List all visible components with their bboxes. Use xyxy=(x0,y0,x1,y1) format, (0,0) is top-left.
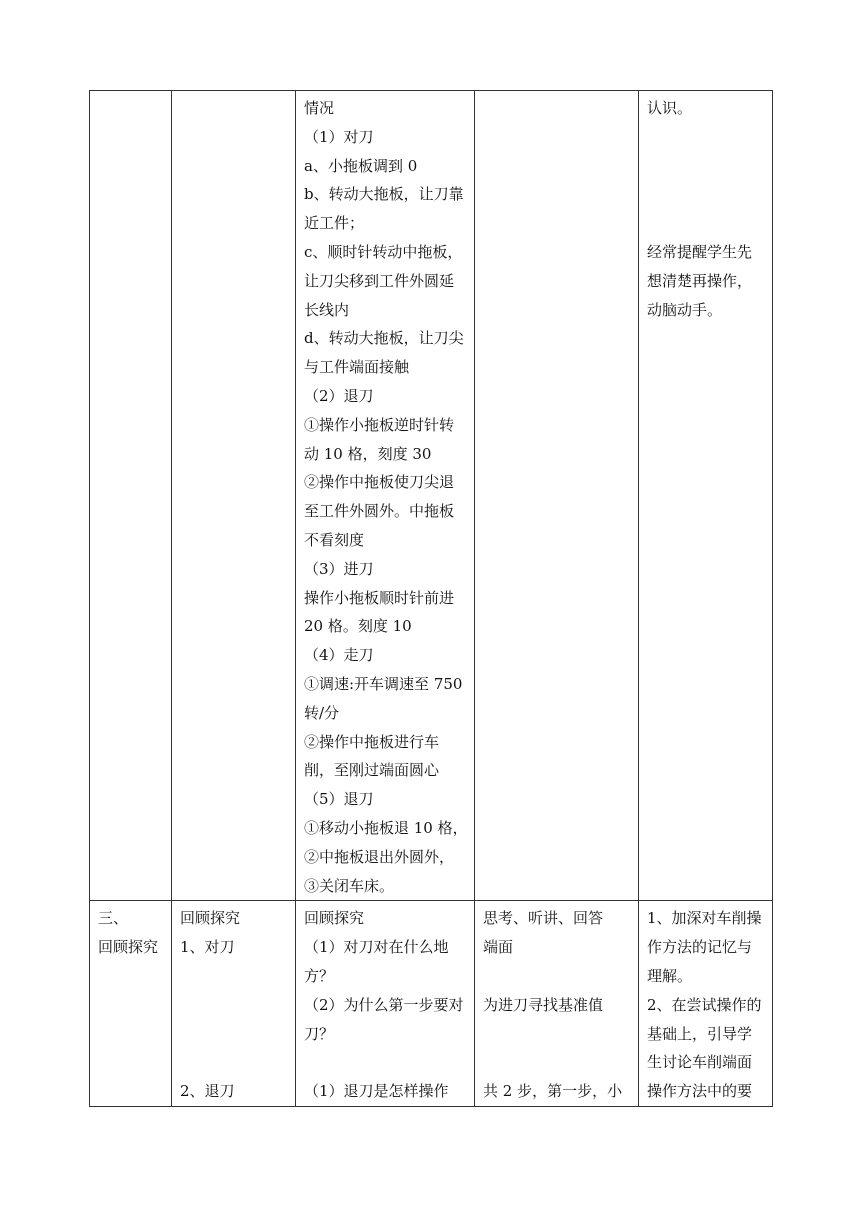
text-line: ①调速:开车调速至 750 xyxy=(304,674,463,693)
cell-content xyxy=(172,901,296,1107)
text-line: ③关闭车床。 xyxy=(304,876,395,895)
text-line: 至工件外圆外。中拖板 xyxy=(304,502,455,521)
text-line: 动脑动手。 xyxy=(647,300,723,319)
text-line: （1）对刀 xyxy=(304,127,374,146)
cell-student-activity xyxy=(475,91,639,901)
text-line: 想清楚再操作， xyxy=(647,271,753,290)
text-line: 方？ xyxy=(304,966,335,985)
text-line: （4）走刀 xyxy=(304,646,374,665)
cell-text-block xyxy=(647,904,766,1106)
text-line: a、小拖板调到 0 xyxy=(304,156,418,175)
cell-text-block xyxy=(304,1077,468,1106)
text-line: 回顾探究 xyxy=(180,909,241,928)
text-line: 与工件端面接触 xyxy=(304,358,410,377)
text-line: ②操作中拖板进行车 xyxy=(304,732,440,751)
text-line: 削，至刚过端面圆心 xyxy=(304,761,440,780)
text-line: 共 2 步，第一步，小 xyxy=(483,1082,623,1101)
cell-text-block xyxy=(483,904,632,962)
cell-text-block xyxy=(647,94,766,123)
text-line: ②操作中拖板使刀尖退 xyxy=(304,473,455,492)
text-line: 近工件； xyxy=(304,214,365,233)
text-line: 情况 xyxy=(304,99,335,117)
text-line: d、转动大拖板，让刀尖 xyxy=(304,329,464,348)
text-line: 刀？ xyxy=(304,1024,335,1043)
cell-student-activity xyxy=(475,901,639,1107)
text-line: 生讨论车削端面 xyxy=(647,1053,753,1072)
text-line: 操作小拖板顺时针前进 xyxy=(304,588,455,607)
text-line: 基础上，引导学 xyxy=(647,1024,753,1043)
cell-design-intent xyxy=(639,91,773,901)
text-line: 不看刻度 xyxy=(304,530,365,549)
cell-text-block xyxy=(483,1077,632,1106)
text-line: 经常提醒学生先 xyxy=(647,242,753,261)
text-line: 思考、听讲、回答 xyxy=(483,909,604,928)
text-line: 作方法的记忆与 xyxy=(647,938,753,957)
text-line: 操作方法中的要 xyxy=(647,1082,753,1101)
text-line: b、转动大拖板，让刀靠 xyxy=(304,185,464,204)
table-row xyxy=(90,901,773,1107)
text-line: ①移动小拖板退 10 格， xyxy=(304,818,468,837)
cell-teacher-activity xyxy=(296,901,475,1107)
text-line: 让刀尖移到工件外圆延 xyxy=(304,271,455,290)
text-line: ①操作小拖板逆时针转 xyxy=(304,415,455,434)
text-line: 2、在尝试操作的 xyxy=(647,995,762,1014)
text-line: （2）退刀 xyxy=(304,386,374,405)
cell-stage xyxy=(90,901,172,1107)
text-line: 端面 xyxy=(483,938,514,957)
text-line: 1、对刀 xyxy=(180,938,235,957)
cell-teacher-activity xyxy=(296,91,475,901)
cell-design-intent xyxy=(639,901,773,1107)
text-line: 认识。 xyxy=(647,99,693,117)
text-line: 20 格。刻度 10 xyxy=(304,617,412,636)
text-line: 2、退刀 xyxy=(180,1082,235,1101)
text-line: （5）退刀 xyxy=(304,790,374,809)
text-line: （1）对刀对在什么地 xyxy=(304,938,449,957)
cell-stage xyxy=(90,91,172,901)
table-row xyxy=(90,91,773,901)
text-line: 动 10 格，刻度 30 xyxy=(304,444,432,463)
cell-text-block xyxy=(304,94,468,900)
text-line: ②中拖板退出外圆外， xyxy=(304,847,455,866)
text-line: 1、加深对车削操 xyxy=(647,909,762,928)
text-line: 回顾探究 xyxy=(98,938,159,957)
cell-text-block xyxy=(180,904,289,962)
text-line: 转/分 xyxy=(304,703,340,722)
cell-content xyxy=(172,91,296,901)
cell-text-block xyxy=(98,904,165,962)
text-line: （2）为什么第一步要对 xyxy=(304,995,464,1014)
cell-text-block xyxy=(304,904,468,1048)
text-line: 长线内 xyxy=(304,300,350,319)
text-line: 三、 xyxy=(98,909,129,928)
text-line: 回顾探究 xyxy=(304,909,365,928)
text-line: 为进刀寻找基准值 xyxy=(483,995,604,1014)
cell-text-block xyxy=(180,1077,289,1106)
text-line: c、顺时针转动中拖板， xyxy=(304,242,463,261)
text-line: （3）进刀 xyxy=(304,559,374,578)
lesson-plan-table xyxy=(89,90,773,1107)
cell-text-block xyxy=(483,991,632,1020)
text-line: （1）退刀是怎样操作 xyxy=(304,1082,449,1101)
cell-text-block xyxy=(647,238,766,324)
text-line: 理解。 xyxy=(647,966,693,985)
